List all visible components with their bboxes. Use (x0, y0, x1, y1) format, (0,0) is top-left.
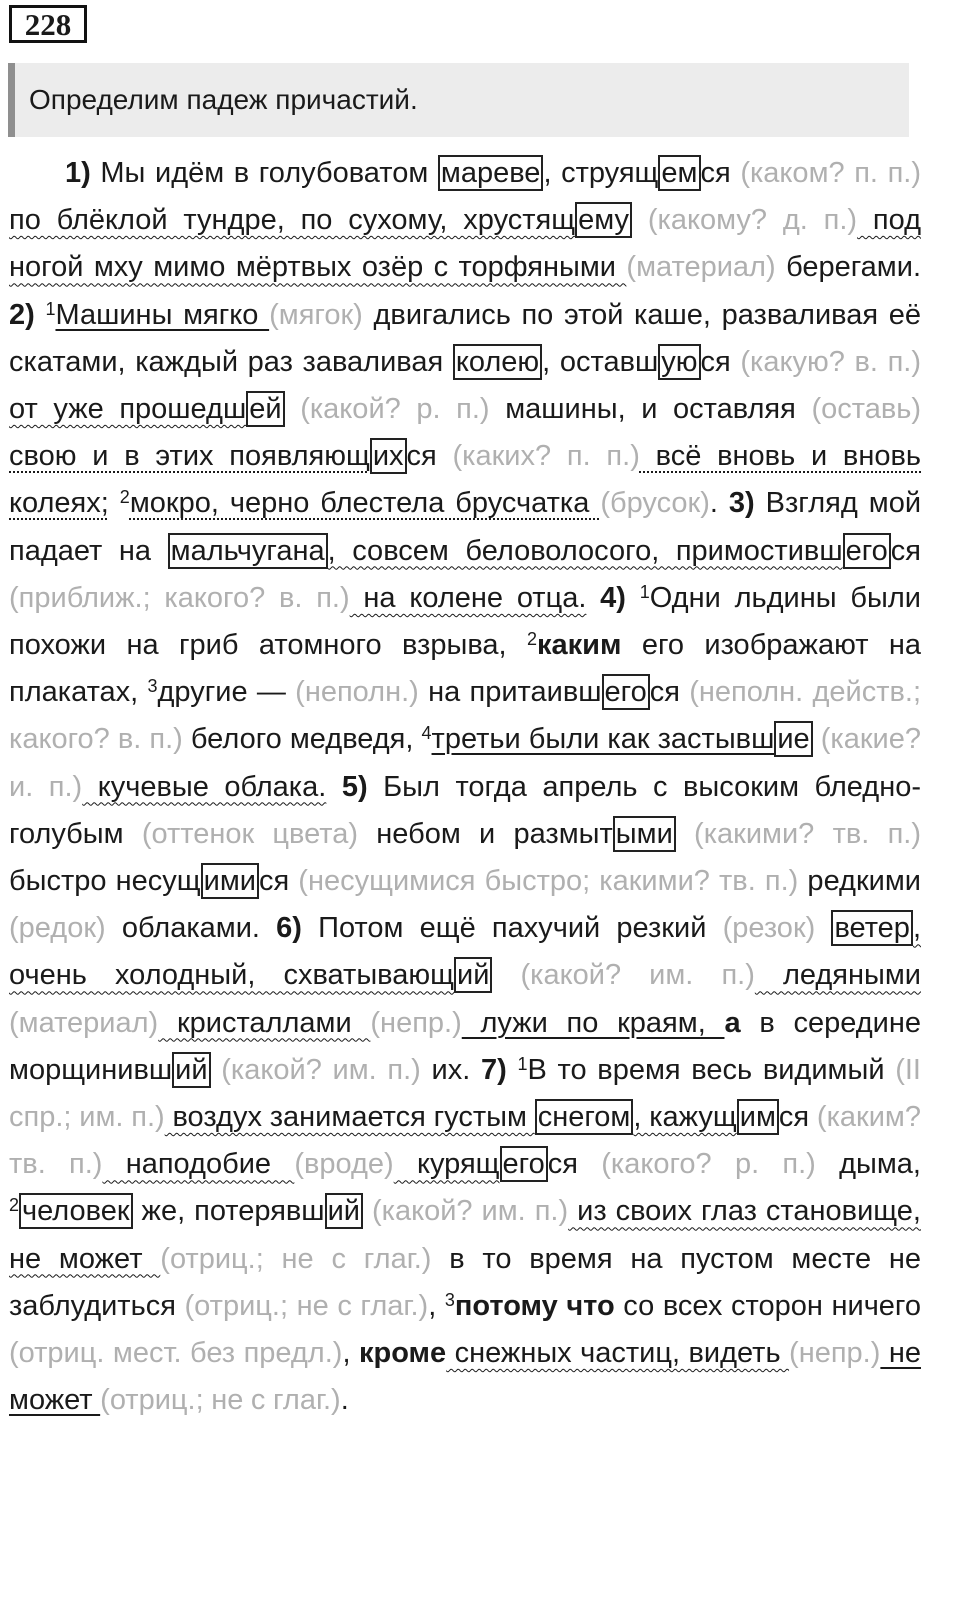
text-segment: ся (406, 440, 453, 473)
conjunction-word: а (724, 1006, 741, 1039)
ending-box: ему (575, 202, 632, 238)
text-segment: , очень холодный, схватывающ (9, 912, 921, 992)
text-segment: не может (9, 1337, 921, 1417)
ending-box: ую (658, 344, 700, 380)
text-segment: ледяными (754, 959, 921, 992)
text-segment: со всех сторон ничего (614, 1289, 921, 1322)
text-segment: машины, и оставляя (489, 393, 812, 426)
text-segment: их. (420, 1053, 471, 1086)
text-segment: белого медведя, (182, 723, 422, 756)
grammar-note: (несущимися быстро; какими? тв. п.) (298, 865, 799, 898)
text-segment: же, потерявш (132, 1195, 325, 1228)
text-segment: быстро несущ (9, 865, 201, 898)
task-number: 228 (9, 5, 87, 43)
ending-box: ие (774, 721, 812, 757)
sentence-number: 6) (276, 912, 302, 945)
grammar-note: (материал) (626, 251, 776, 284)
grammar-note: (брусок) (600, 487, 710, 520)
ending-box: их (370, 438, 407, 474)
text-segment: в середине морщинивш (9, 1006, 921, 1086)
text-segment: , кажущ (633, 1101, 737, 1134)
text-segment: редкими (798, 865, 921, 898)
text-segment: ся (649, 676, 690, 709)
sentence-number: 7) (480, 1053, 507, 1086)
text-segment: Одни льдины были похожи на гриб атомного взрыва, (9, 581, 921, 662)
text-segment: , оставш (542, 345, 659, 378)
grammar-note: (каким? тв. п.) (9, 1101, 921, 1181)
text-segment: В то время весь видимый (527, 1053, 896, 1086)
ending-box: им (737, 1099, 779, 1135)
grammar-note: (какие? и. п.) (9, 723, 922, 803)
grammar-note: (какой? им. п.) (520, 959, 755, 992)
clause-index: 1 (45, 298, 56, 319)
text-segment: , совсем беловолосого, примостивш (327, 534, 843, 567)
sentence-number: 2) (9, 298, 35, 331)
text-segment: всё вновь и вновь колеях; (9, 440, 921, 520)
text-segment: . (709, 487, 718, 520)
text-segment: наподобие (102, 1148, 295, 1181)
sentence-number: 5) (341, 770, 368, 803)
text-segment: небом и размыт (358, 817, 613, 850)
grammar-note: (оттенок цвета) (141, 817, 359, 850)
text-segment: ся (700, 157, 741, 189)
boxed-noun: человек (19, 1193, 133, 1229)
text-segment: мокро, черно блестела брусчатка (129, 487, 601, 520)
grammar-note: (оставь) (811, 393, 921, 426)
text-segment: . (340, 1384, 349, 1417)
text-segment: лужи по краям, (461, 1006, 725, 1039)
grammar-note: (какой? им. п.) (371, 1195, 569, 1228)
text-segment: кристаллами (158, 1006, 371, 1039)
text-segment: Был тогда апрель с высоким бледно-голубым (9, 770, 921, 850)
paragraph (9, 150, 921, 1424)
sentence-number: 4) (600, 581, 626, 614)
ending-box: ыми (613, 816, 676, 852)
grammar-note: (отриц.; не с глаг.) (100, 1384, 341, 1417)
clause-index: 1 (639, 581, 650, 602)
boxed-noun: мальчугана (168, 533, 328, 569)
grammar-note: (неполн.) (295, 676, 419, 709)
sentence-number: 1) (65, 157, 91, 189)
ending-box: ей (246, 391, 284, 427)
grammar-note: (вроде) (294, 1148, 394, 1181)
grammar-note: (непр.) (789, 1337, 881, 1370)
conjunction-word: потому что (454, 1289, 615, 1322)
text-segment: на колене отца. (349, 581, 587, 614)
exercise-text (9, 150, 921, 1424)
text-segment: свою и в этих появляющ (9, 440, 370, 473)
text-segment: кучевые облака. (82, 770, 327, 803)
task-header: Определим падеж причастий. (8, 63, 909, 137)
text-segment: облаками. (105, 912, 260, 945)
clause-index: 1 (517, 1053, 528, 1074)
text-segment: его изображают на плакатах, (9, 629, 921, 709)
ending-box: ий (454, 957, 492, 993)
text-segment: ся (890, 534, 922, 567)
clause-index: 3 (147, 676, 158, 697)
conjunction-word: каким (537, 629, 622, 662)
clause-index: 2 (119, 487, 130, 508)
grammar-note: (какого? р. п.) (601, 1148, 816, 1181)
grammar-note: (какими? тв. п.) (694, 817, 921, 850)
grammar-note: (каком? п. п.) (740, 157, 922, 189)
grammar-note: (мягок) (269, 298, 363, 331)
sentence-number: 3) (728, 487, 755, 520)
ending-box: его (843, 533, 891, 569)
conjunction-word: кроме (358, 1337, 447, 1370)
ending-box: ими (201, 863, 259, 899)
ending-box: его (602, 674, 650, 710)
grammar-note: (отриц. мест. без предл.) (9, 1337, 343, 1370)
text-segment: ся (778, 1101, 817, 1134)
text-segment: воздух занимается густым (164, 1101, 535, 1134)
grammar-note: (II спр.; им. п.) (9, 1053, 921, 1134)
grammar-note: (неполн. действ.; какого? в. п.) (9, 676, 921, 756)
grammar-note: (непр.) (370, 1006, 462, 1039)
grammar-note: (материал) (9, 1006, 159, 1039)
clause-index: 2 (526, 629, 537, 650)
boxed-noun: снегом (535, 1099, 634, 1135)
text-segment: ся (258, 865, 299, 898)
boxed-noun: мареве (438, 155, 544, 191)
text-segment: берегами. (775, 251, 921, 284)
text-segment: , (428, 1289, 445, 1322)
clause-index: 4 (421, 723, 432, 744)
ending-box: ем (658, 155, 700, 191)
text-segment: дыма, (815, 1148, 921, 1181)
grammar-note: (отриц.; не с глаг.) (184, 1289, 429, 1322)
ending-box: ий (325, 1193, 363, 1229)
text-segment: снежных частиц, видеть (446, 1337, 790, 1370)
boxed-noun: ветер (831, 910, 912, 946)
text-segment: , (342, 1337, 359, 1370)
text-segment: третьи были как застывш (431, 723, 775, 756)
text-segment: из своих глаз становище, не может (9, 1195, 921, 1275)
text-segment: по блёклой тундре, по сухому, хрустящ (9, 204, 576, 237)
text-segment: , струящ (543, 157, 659, 189)
grammar-note: (какую? в. п.) (740, 345, 921, 378)
text-segment: от уже прошедш (9, 393, 247, 426)
grammar-note: (каких? п. п.) (452, 440, 640, 473)
clause-index: 3 (444, 1289, 455, 1310)
text-segment: другие — (157, 676, 296, 709)
grammar-note: (какой? р. п.) (300, 393, 490, 426)
text-segment: на притаивш (418, 676, 602, 709)
text-segment: двигались по этой каше, разваливая её скатами, каждый раз заваливая (9, 298, 922, 378)
text-segment: Мы идём в голубоватом (90, 157, 438, 189)
text-segment: в то время на пустом месте не заблудиться (9, 1242, 921, 1322)
grammar-note: (какому? д. п.) (647, 204, 858, 237)
text-segment: Взгляд мой падает на (9, 487, 922, 567)
grammar-note: (редок) (9, 912, 106, 945)
text-segment: курящ (393, 1148, 500, 1181)
text-segment: Потом ещё пахучий резкий (301, 912, 723, 945)
grammar-note: (какой? им. п.) (221, 1053, 421, 1086)
text-segment: под ногой мху мимо мёртвых озёр с торфяными (9, 204, 921, 284)
text-segment: ся (547, 1148, 602, 1181)
grammar-note: (приближ.; какого? в. п.) (9, 581, 350, 614)
grammar-note: (резок) (722, 912, 816, 945)
ending-box: ий (172, 1052, 210, 1088)
clause-index: 2 (9, 1195, 20, 1216)
boxed-noun: колею (453, 344, 542, 380)
grammar-note: (отриц.; не с глаг.) (160, 1242, 432, 1275)
text-segment: ся (700, 345, 741, 378)
ending-box: его (500, 1146, 548, 1182)
text-segment: Машины мягко (55, 298, 270, 331)
